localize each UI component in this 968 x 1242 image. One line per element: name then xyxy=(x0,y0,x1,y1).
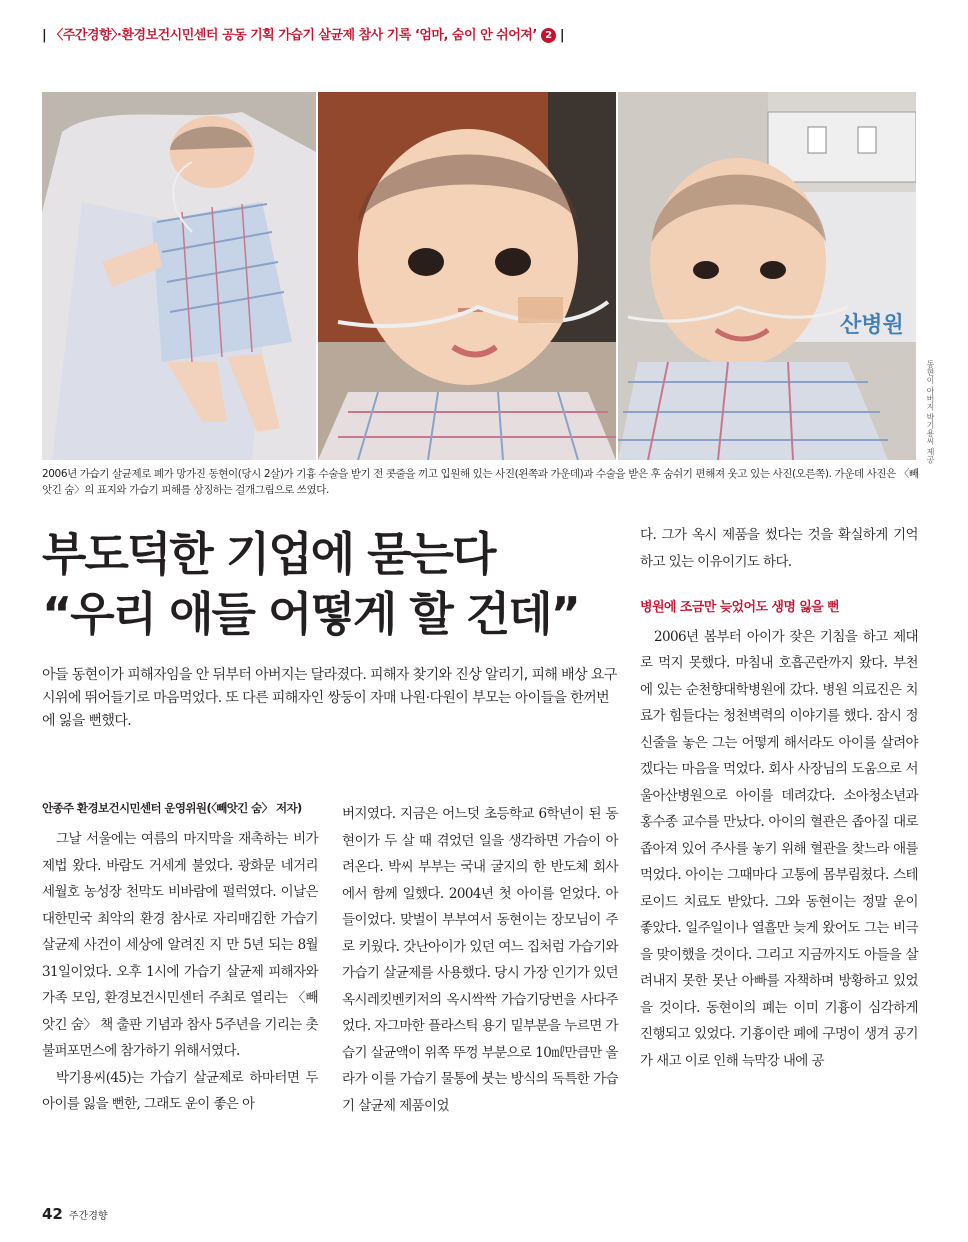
page-number: 42 xyxy=(42,1205,63,1223)
body-paragraph: 버지였다. 지금은 어느덧 초등학교 6학년이 된 동현이가 두 살 때 겪었던 일을 생각하면 가슴이 아려온다. 박씨 부부는 국내 굴지의 한 반도체 회사에서 함께 일했다. 2004년 첫 아이를 얻었다. 아들이었다. 맞벌이 부부여서 동현이는 장모님이 주로 키웠다. 갓난아이가 있던 여느 집처럼 가습기와 가습기 살균제를 사용했다. 당시 가장 인기가 있던 옥시레킷벤키저의 옥시싹싹 가습기당번을 사다주었다. 자그마한 플라스틱 용기 밑부분을 누르면 가습기 살균액이 위쪽 뚜껑 부분으로 10㎖만큼만 올라가 이를 가습기 물통에 붓는 방식의 독특한 가습기 살균제 제품이었 xyxy=(342,806,618,1114)
series-number-badge: 2 xyxy=(541,28,556,43)
body-paragraph: 다. 그가 옥시 제품을 썼다는 것을 확실하게 기억하고 있는 이유이기도 하다. xyxy=(640,527,918,570)
photo-child-after-surgery xyxy=(618,92,916,460)
series-title: 〈주간경향〉·환경보건시민센터 공동 기획 가습기 살균제 참사 기록 ‘엄마, 숨이 안 쉬어져’ xyxy=(50,28,537,43)
photo-credit: 동현이 아버지 박기용씨 제공 xyxy=(926,360,935,464)
headline xyxy=(42,524,632,644)
magazine-name: 주간경향 xyxy=(68,1211,108,1222)
body-paragraph: 박기용씨(45)는 가습기 살균제로 하마터면 두 아이를 잃을 뻔한, 그래도 운이 좋은 아 xyxy=(42,1069,318,1112)
photo-child-with-nasal-tube xyxy=(318,92,616,460)
page-footer xyxy=(42,1205,108,1223)
body-paragraph: 2006년 봄부터 아이가 잦은 기침을 하고 제대로 먹지 못했다. 마침내 호흡곤란까지 왔다. 부천에 있는 순천향대학병원에 갔다. 병원 의료진은 치료가 힘들다는 청천벽력의 이야기를 했다. 잠시 정신줄을 놓은 그는 어떻게 해서라도 아이를 살려야겠다는 마음을 먹었다. 회사 사장님의 도움으로 서울아산병원으로 아이를 데려갔다. 소아청소년과 홍수종 교수를 만났다. 아이의 혈관은 좁아질 대로 좁아져 있어 주사를 놓기 위해 혈관을 찾느라 애를 먹었다. 아이는 그때마다 고통에 몸부림쳤다. 스테로이드 치료도 받았다. 그와 동현이는 정말 운이 좋았다. 일주일이나 열흘만 늦게 왔어도 그는 비극을 맞이했을 것이다. 그리고 지금까지도 아들을 살려내지 못한 못난 아빠를 자책하며 방황하고 있었을 것이다. 동현이의 폐는 이미 기흉이 심각하게 진행되고 있었다. 기흉이란 폐에 구멍이 생겨 공기가 새고 이로 인해 늑막강 내에 공 xyxy=(640,628,918,1069)
body-column-2 xyxy=(342,801,618,1119)
body-column-3 xyxy=(640,522,918,1074)
byline: 안종주 환경보건시민센터 운영위원(〈빼앗긴 숨〉 저자) xyxy=(42,801,302,815)
photo-caption: 2006년 가습기 살균제로 폐가 망가진 동현이(당시 2살)가 기흉 수술을 받기 전 콧줄을 끼고 입원해 있는 사진(왼쪽과 가운데)과 수술을 받은 후 숨쉬기 편해져 웃고 있는 사진(오른쪽). 가운데 사진은 〈빼앗긴 숨〉의 표지와 가습기 피해를 상징하는 걸개그림으로 쓰였다. xyxy=(42,468,919,496)
photo-3-illustration xyxy=(618,92,916,460)
headline-line-2: “우리 애들 어떻게 할 건데” xyxy=(42,587,579,641)
photo-1-illustration xyxy=(42,92,316,460)
photo-2-illustration xyxy=(318,92,616,460)
header-bar-left: | xyxy=(42,28,51,43)
header-bar-right: | xyxy=(555,28,565,43)
lead-paragraph: 아들 동현이가 피해자임을 안 뒤부터 아버지는 달라졌다. 피해자 찾기와 진상 알리기, 피해 배상 요구 시위에 뛰어들기로 마음먹었다. 또 다른 피해자인 쌍둥이 자매 나원·다원이 부모는 아이들을 한꺼번에 잃을 뻔했다. xyxy=(42,667,617,729)
body-column-1 xyxy=(42,826,318,1118)
headline-line-1: 부도덕한 기업에 묻는다 xyxy=(42,527,495,581)
series-header xyxy=(42,24,942,43)
section-subhead: 병원에 조금만 늦었어도 생명 잃을 뻔 xyxy=(640,600,839,615)
photo-child-lying-in-bed xyxy=(42,92,316,460)
body-paragraph: 그날 서울에는 여름의 마지막을 재촉하는 비가 제법 왔다. 바람도 거세게 불었다. 광화문 네거리 세월호 농성장 천막도 비바람에 펄럭였다. 이날은 대한민국 최악의 환경 참사로 자리매김한 가습기 살균제 사건이 세상에 알려진 지 만 5년 되는 8월 31일이었다. 오후 1시에 가습기 살균제 피해자와 가족 모임, 환경보건시민센터 주최로 열리는 〈빼앗긴 숨〉 책 출판 기념과 참사 5주년을 기리는 촛불퍼포먼스에 참가하기 위해서였다. xyxy=(42,831,318,1059)
photo-sign-text: 산병원 xyxy=(840,313,904,338)
